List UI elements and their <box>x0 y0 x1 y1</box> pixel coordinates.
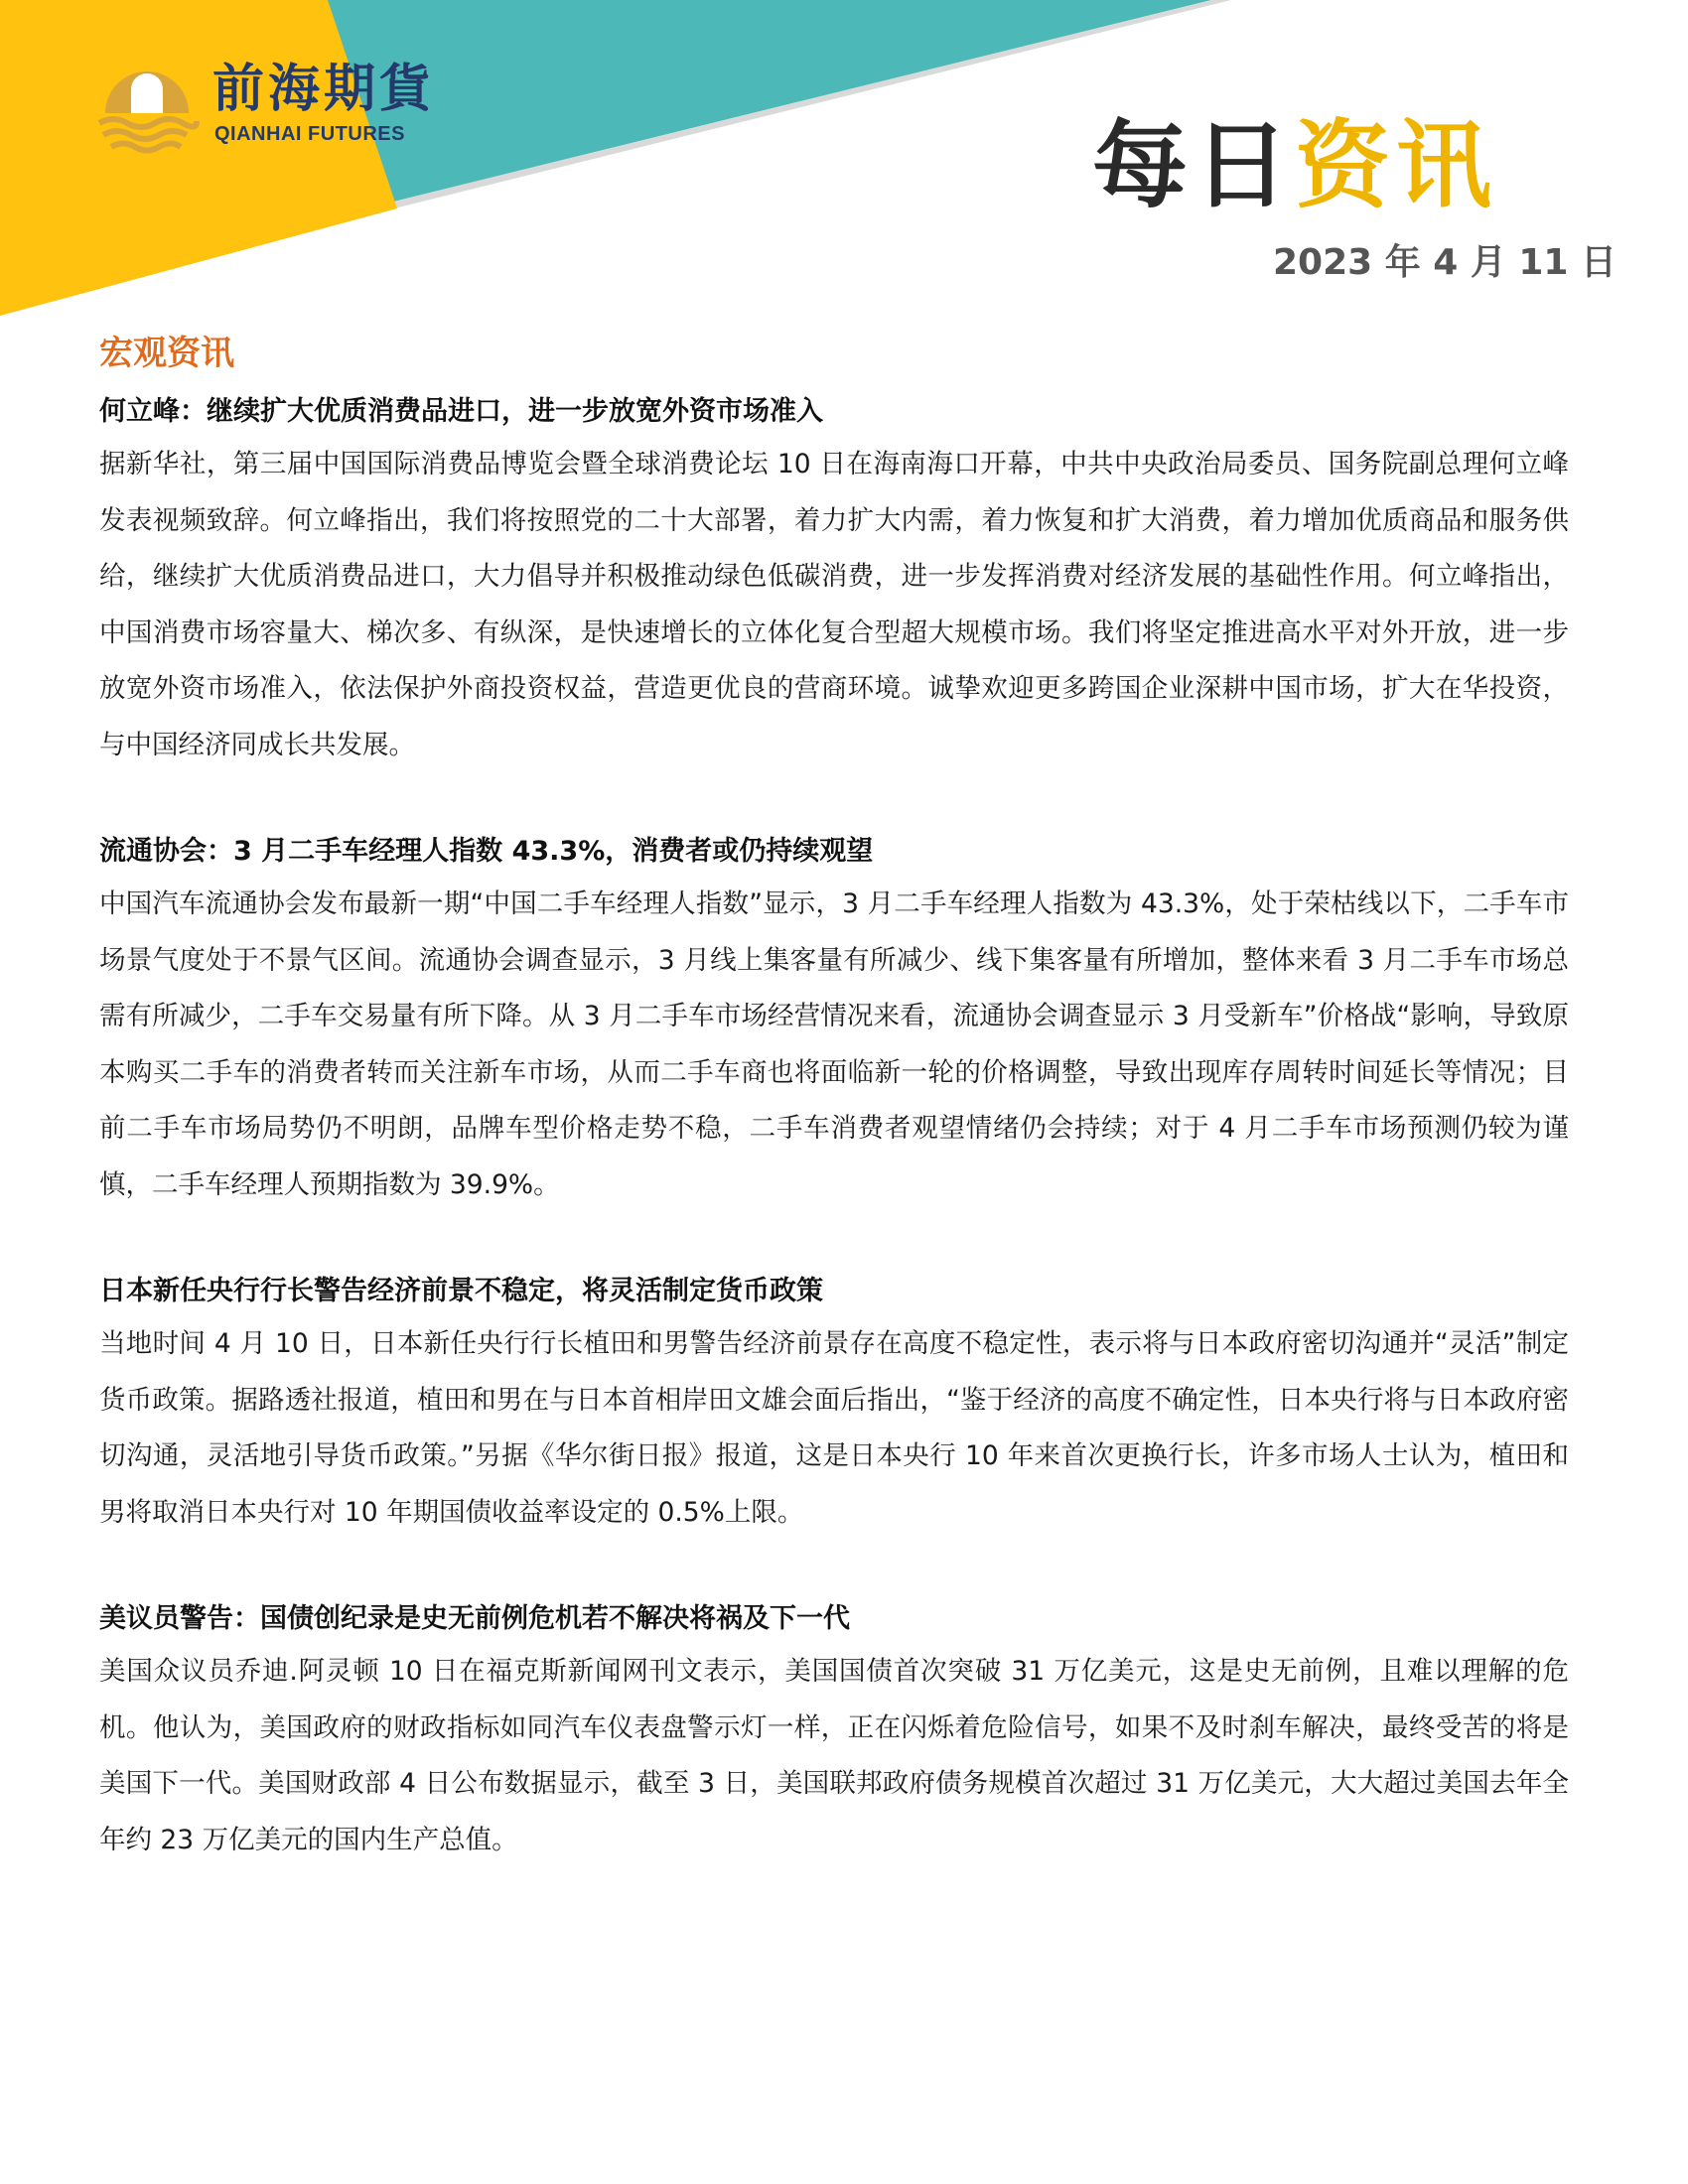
article-body: 据新华社，第三届中国国际消费品博览会暨全球消费论坛 10 日在海南海口开幕，中共中央政治局委员、国务院副总理何立峰发表视频致辞。何立峰指出，我们将按照党的二十大部署，着力扩大内需，着力恢复和扩大消费，着力增加优质商品和服务供给，继续扩大优质消费品进口，大力倡导并积极推动绿色低碳消费，进一步发挥消费对经济发展的基础性作用。何立峰指出，中国消费市场容量大、梯次多、有纵深，是快速增长的立体化复合型超大规模市场。我们将坚定推进高水平对外开放，进一步放宽外资市场准入，依法保护外商投资权益，营造更优良的营商环境。诚挚欢迎更多跨国企业深耕中国市场，扩大在华投资，与中国经济同成长共发展。 <box>99 449 1569 760</box>
section-title: 宏观资讯 <box>99 334 234 373</box>
article <box>99 1594 1569 1868</box>
article-title: 美议员警告：国债创纪录是史无前例危机若不解决将祸及下一代 <box>99 1603 850 1634</box>
article-body: 中国汽车流通协会发布最新一期“中国二手车经理人指数”显示，3 月二手车经理人指数为 43.3%，处于荣枯线以下，二手车市场景气度处于不景气区间。流通协会调查显示，3 月线上集客量有所减少、线下集客量有所增加，整体来看 3 月二手车市场总需有所减少，二手车交易量有所下降。从 3 月二手车市场经营情况来看，流通协会调查显示 3 月受新车”价格战“影响，导致原本购买二手车的消费者转而关注新车市场，从而二手车商也将面临新一轮的价格调整，导致出现库存周转时间延长等情况；目前二手车市场局势仍不明朗，品牌车型价格走势不稳，二手车消费者观望情绪仍会持续；对于 4 月二手车市场预测仍较为谨慎，二手车经理人预期指数为 39.9%。 <box>99 888 1569 1200</box>
logo-english-name: QIANHAI FUTURES <box>214 123 405 145</box>
report-title <box>1092 111 1497 220</box>
article-title: 日本新任央行行长警告经济前景不稳定，将灵活制定货币政策 <box>99 1276 823 1306</box>
logo-sun-wave-icon <box>91 56 203 155</box>
banner-yellow-shape <box>0 0 397 316</box>
article <box>99 827 1569 1213</box>
report-title-part1: 每日 <box>1092 110 1295 221</box>
main-content <box>99 330 1569 1922</box>
logo-chinese-name: 前海期貨 <box>212 59 436 119</box>
report-date: 2023 年 4 月 11 日 <box>1272 242 1617 283</box>
article-title: 何立峰：继续扩大优质消费品进口，进一步放宽外资市场准入 <box>99 396 823 427</box>
article <box>99 387 1569 773</box>
banner-teal-shape <box>328 0 1211 210</box>
report-title-part2: 资讯 <box>1295 110 1497 221</box>
company-logo <box>91 56 459 155</box>
article <box>99 1267 1569 1541</box>
article-body: 美国众议员乔迪.阿灵顿 10 日在福克斯新闻网刊文表示，美国国债首次突破 31 万亿美元，这是史无前例，且难以理解的危机。他认为，美国政府的财政指标如同汽车仪表盘警示灯一样，正在闪烁着危险信号，如果不及时刹车解决，最终受苦的将是美国下一代。美国财政部 4 日公布数据显示，截至 3 日，美国联邦政府债务规模首次超过 31 万亿美元，大大超过美国去年全年约 23 万亿美元的国内生产总值。 <box>99 1656 1569 1855</box>
article-title: 流通协会：3 月二手车经理人指数 43.3%，消费者或仍持续观望 <box>99 836 874 867</box>
article-body: 当地时间 4 月 10 日，日本新任央行行长植田和男警告经济前景存在高度不稳定性，表示将与日本政府密切沟通并“灵活”制定货币政策。据路透社报道，植田和男在与日本首相岸田文雄会面后指出，“鉴于经济的高度不确定性，日本央行将与日本政府密切沟通，灵活地引导货币政策。”另据《华尔街日报》报道，这是日本央行 10 年来首次更换行长，许多市场人士认为，植田和男将取消日本央行对 10 年期国债收益率设定的 0.5%上限。 <box>99 1328 1569 1528</box>
